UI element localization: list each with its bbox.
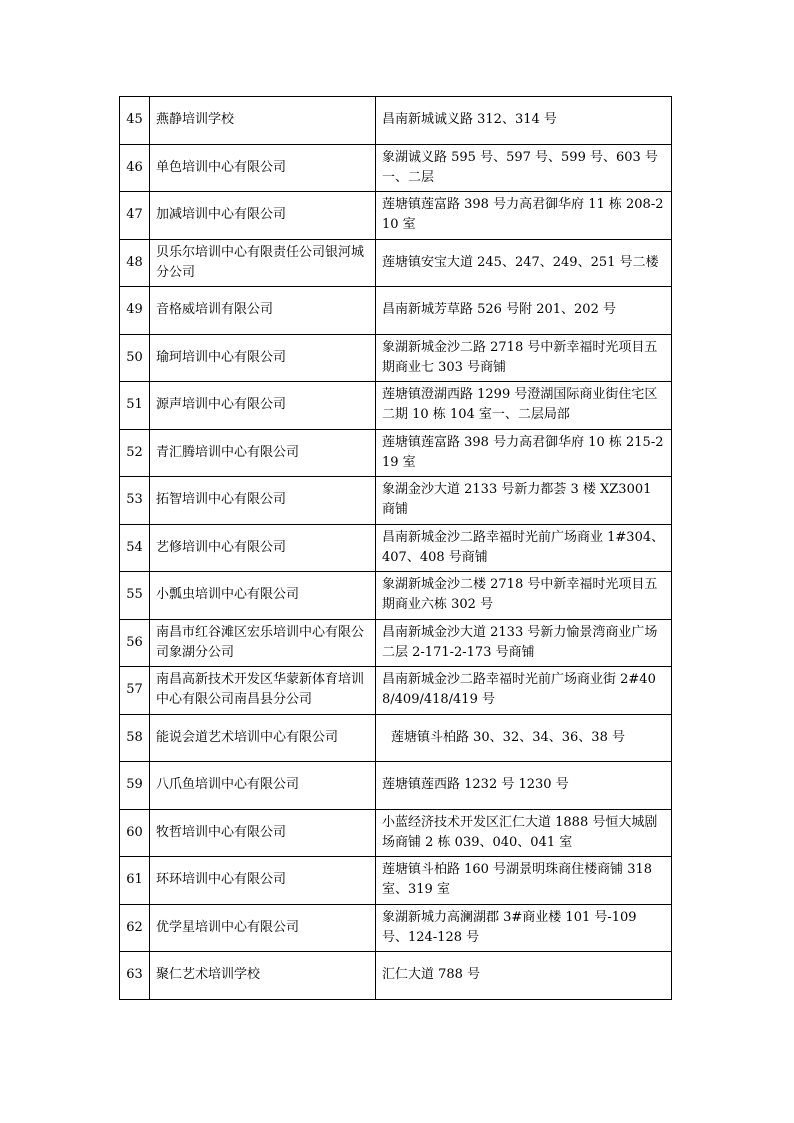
row-number: 45 xyxy=(120,97,150,145)
institution-table xyxy=(119,96,672,1000)
table-row xyxy=(120,762,672,810)
institution-name: 八爪鱼培训中心有限公司 xyxy=(150,762,376,810)
institution-name: 单色培训中心有限公司 xyxy=(150,144,376,192)
institution-name: 艺修培训中心有限公司 xyxy=(150,524,376,572)
institution-address: 昌南新城金沙大道 2133 号新力愉景湾商业广场二层 2-171-2-173 号商铺 xyxy=(376,619,672,667)
row-number: 57 xyxy=(120,667,150,715)
table-row xyxy=(120,97,672,145)
table-row xyxy=(120,857,672,905)
row-number: 56 xyxy=(120,619,150,667)
row-number: 48 xyxy=(120,239,150,287)
table-row xyxy=(120,809,672,857)
institution-address: 象湖新城力高澜湖郡 3#商业楼 101 号-109 号、124-128 号 xyxy=(376,904,672,952)
row-number: 52 xyxy=(120,429,150,477)
institution-address: 昌南新城金沙二路幸福时光前广场商业街 2#408/409/418/419 号 xyxy=(376,667,672,715)
institution-address: 莲塘镇斗柏路 160 号湖景明珠商住楼商铺 318 室、319 室 xyxy=(376,857,672,905)
table-row xyxy=(120,334,672,382)
table-row xyxy=(120,144,672,192)
institution-address: 莲塘镇澄湖西路 1299 号澄湖国际商业街住宅区二期 10 栋 104 室一、二层局部 xyxy=(376,382,672,430)
row-number: 50 xyxy=(120,334,150,382)
table-row xyxy=(120,429,672,477)
row-number: 61 xyxy=(120,857,150,905)
row-number: 63 xyxy=(120,952,150,1000)
row-number: 58 xyxy=(120,714,150,762)
row-number: 46 xyxy=(120,144,150,192)
table-row xyxy=(120,477,672,525)
institution-name: 南昌高新技术开发区华蒙新体育培训中心有限公司南昌县分公司 xyxy=(150,667,376,715)
institution-name: 能说会道艺术培训中心有限公司 xyxy=(150,714,376,762)
table-row xyxy=(120,619,672,667)
row-number: 53 xyxy=(120,477,150,525)
row-number: 59 xyxy=(120,762,150,810)
row-number: 62 xyxy=(120,904,150,952)
institution-name: 音格威培训有限公司 xyxy=(150,287,376,335)
row-number: 47 xyxy=(120,192,150,240)
table-row xyxy=(120,714,672,762)
institution-address: 象湖新城金沙二楼 2718 号中新幸福时光项目五期商业六栋 302 号 xyxy=(376,572,672,620)
table-row xyxy=(120,667,672,715)
institution-name: 优学星培训中心有限公司 xyxy=(150,904,376,952)
row-number: 60 xyxy=(120,809,150,857)
institution-address: 莲塘镇莲富路 398 号力高君御华府 10 栋 215-219 室 xyxy=(376,429,672,477)
institution-address: 象湖新城金沙二路 2718 号中新幸福时光项目五期商业七 303 号商铺 xyxy=(376,334,672,382)
institution-address: 小蓝经济技术开发区汇仁大道 1888 号恒大城剧场商铺 2 栋 039、040、041 室 xyxy=(376,809,672,857)
institution-address: 莲塘镇莲西路 1232 号 1230 号 xyxy=(376,762,672,810)
institution-name: 瑜珂培训中心有限公司 xyxy=(150,334,376,382)
institution-address: 昌南新城金沙二路幸福时光前广场商业 1#304、407、408 号商铺 xyxy=(376,524,672,572)
table-body xyxy=(120,97,672,1000)
institution-address: 莲塘镇莲富路 398 号力高君御华府 11 栋 208-210 室 xyxy=(376,192,672,240)
institution-name: 小瓢虫培训中心有限公司 xyxy=(150,572,376,620)
row-number: 55 xyxy=(120,572,150,620)
table-row xyxy=(120,572,672,620)
table-row xyxy=(120,524,672,572)
institution-address: 象湖金沙大道 2133 号新力都荟 3 楼 XZ3001 商铺 xyxy=(376,477,672,525)
row-number: 54 xyxy=(120,524,150,572)
institution-name: 南昌市红谷滩区宏乐培训中心有限公司象湖分公司 xyxy=(150,619,376,667)
institution-name: 燕静培训学校 xyxy=(150,97,376,145)
table-row xyxy=(120,904,672,952)
table-row xyxy=(120,239,672,287)
institution-address: 昌南新城诚义路 312、314 号 xyxy=(376,97,672,145)
institution-name: 源声培训中心有限公司 xyxy=(150,382,376,430)
table-row xyxy=(120,952,672,1000)
institution-address: 莲塘镇安宝大道 245、247、249、251 号二楼 xyxy=(376,239,672,287)
institution-name: 贝乐尔培训中心有限责任公司银河城分公司 xyxy=(150,239,376,287)
table-row xyxy=(120,382,672,430)
table-row xyxy=(120,287,672,335)
institution-address: 昌南新城芳草路 526 号附 201、202 号 xyxy=(376,287,672,335)
row-number: 49 xyxy=(120,287,150,335)
table-row xyxy=(120,192,672,240)
institution-name: 拓智培训中心有限公司 xyxy=(150,477,376,525)
institution-address: 莲塘镇斗柏路 30、32、34、36、38 号 xyxy=(376,714,672,762)
institution-name: 加减培训中心有限公司 xyxy=(150,192,376,240)
institution-name: 环环培训中心有限公司 xyxy=(150,857,376,905)
institution-name: 青汇腾培训中心有限公司 xyxy=(150,429,376,477)
institution-name: 聚仁艺术培训学校 xyxy=(150,952,376,1000)
institution-address: 象湖诚义路 595 号、597 号、599 号、603 号一、二层 xyxy=(376,144,672,192)
row-number: 51 xyxy=(120,382,150,430)
institution-address: 汇仁大道 788 号 xyxy=(376,952,672,1000)
institution-name: 牧哲培训中心有限公司 xyxy=(150,809,376,857)
